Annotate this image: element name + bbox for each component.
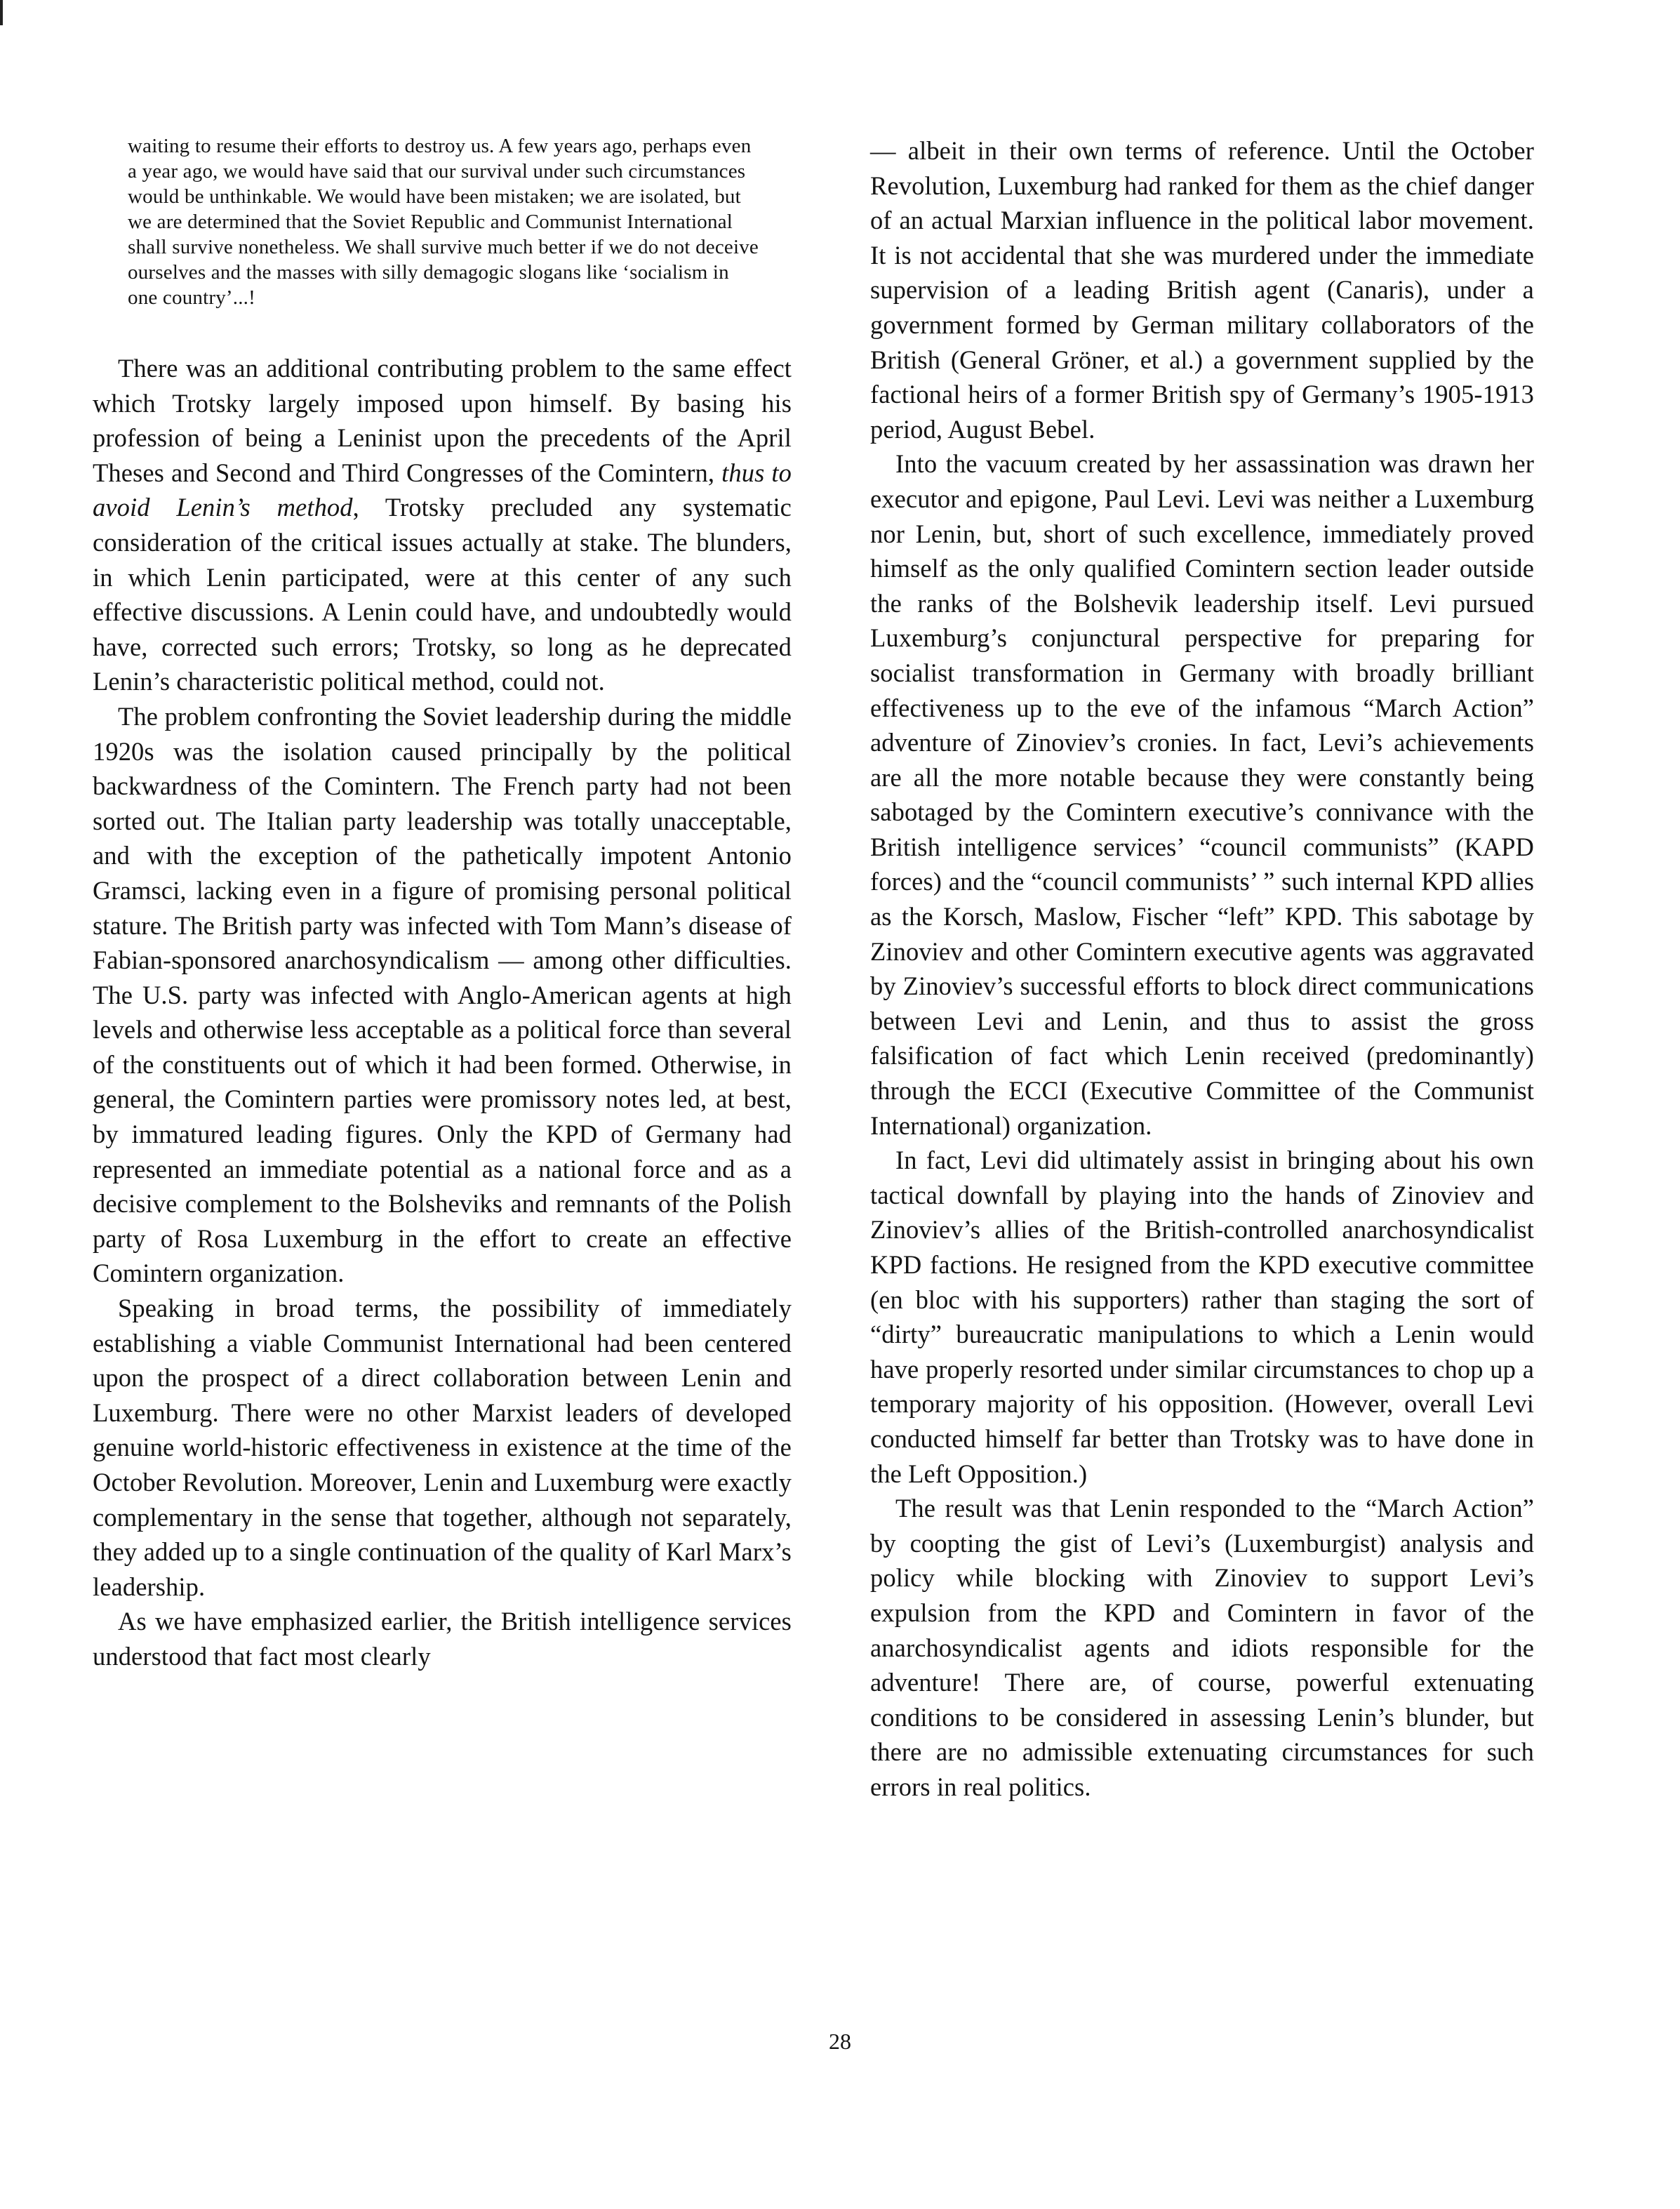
block-quote: waiting to resume their efforts to destroy us. A few years ago, perhaps even a year ago, we would have said that our survival under such circumstances would be unthinkable. We would have been mistaken; we are isolated, but we are determined that the Soviet Republic and Communist International shall survive nonetheless. We shall survive much better if we do not deceive ourselves and the masses with silly demagogic slogans like ‘socialism in one country’...! (128, 135, 759, 309)
paragraph-levi-downfall: In fact, Levi did ultimately assist in bringing about his own tactical downfall by playing into the hands of Zinoviev and Zinoviev’s allies of the British-controlled anarchosyndicalist KPD factions. He resigned from the KPD executive committee (en bloc with his supporters) rather than staging the sort of “dirty” bureaucratic manipulations to which a Lenin would have properly resorted under similar circumstances to chop up a temporary majority of his opposition. (However, overall Levi conducted himself far better than Trotsky was to have done in the Left Opposition.) (870, 1146, 1534, 1488)
paragraph-text: There was an additional contributing problem to the same effect which Trotsky largely imposed upon himself. By basing his profession of being a Leninist upon the precedents of the April Theses and Second and Third Congresses of the Comintern, (93, 354, 792, 487)
paragraph-continuation: — albeit in their own terms of reference. Until the October Revolution, Luxemburg had ranked for them as the chief danger of an actual Marxian influence in the political labor movement. It is not accidental that she was murdered under the immediate supervision of a leading British agent (Canaris), under a government formed by German military collaborators of the British (General Gröner, et al.) a government supplied by the factional heirs of a former British spy of Germany’s 1905-1913 period, August Bebel. (870, 136, 1534, 444)
paragraph-british-intelligence: As we have emphasized earlier, the British intelligence services understood that fact most clearly (93, 1607, 792, 1671)
left-column (93, 133, 792, 1674)
paragraph-text: , Trotsky precluded any systematic consideration of the critical issues actually at stake. The blunders, in which Lenin participated, were at this center of any such effective discussions. A Lenin could have, and undoubtedly would have, corrected such errors; Trotsky, so long as he deprecated Lenin’s characteristic political method, could not. (93, 493, 792, 696)
page-number: 28 (829, 2029, 851, 2054)
paragraph-paul-levi: Into the vacuum created by her assassination was drawn her executor and epigone, Paul Levi. Levi was neither a Luxemburg nor Lenin, but, short of such excellence, immediately proved himself as the only qualified Comintern section leader outside the ranks of the Bolshevik leadership itself. Levi pursued Luxemburg’s conjunctural perspective for preparing for socialist transformation in Germany with broadly brilliant effectiveness up to the eve of the infamous “March Action” adventure of Zinoviev’s cronies. In fact, Levi’s achievements are all the more notable because they were constantly being sabotaged by the Comintern executive’s connivance with the British intelligence services’ “council communists” (KAPD forces) and the “council communists’ ” such internal KPD allies as the Korsch, Maslow, Fischer “left” KPD. This sabotage by Zinoviev and other Comintern executive agents was aggravated by Zinoviev’s successful efforts to block direct communications between Levi and Lenin, and thus to assist the gross falsification of fact which Lenin received (predominantly) through the ECCI (Executive Committee of the Communist International) organization. (870, 449, 1534, 1140)
emphasis-text: thus to avoid Lenin’s method (93, 458, 792, 522)
paragraph-soviet-leadership: The problem confronting the Soviet leadership during the middle 1920s was the isolation caused principally by the political backwardness of the Comintern. The French party had not been sorted out. The Italian party leadership was totally unacceptable, and with the exception of the pathetically impotent Antonio Gramsci, lacking even in a figure of promising personal political stature. The British party was infected with Tom Mann’s disease of Fabian-sponsored anarchosyndicalism — among other difficulties. The U.S. party was infected with Anglo-American agents at high levels and otherwise less acceptable as a political force than several of the constituents out of which it had been formed. Otherwise, in general, the Comintern parties were promissory notes led, at best, by immatured leading figures. Only the KPD of Germany had represented an immediate potential as a national force and as a decisive complement to the Bolsheviks and remnants of the Polish party of Rosa Luxemburg in the effort to create an effective Comintern organization. (93, 701, 792, 1288)
paragraph-trotsky-problem (93, 351, 792, 699)
right-column (870, 133, 1534, 1805)
paragraph-march-action: The result was that Lenin responded to the “March Action” by coopting the gist of Levi’s (Luxemburgist) analysis and policy while blocking with Zinoviev to support Levi’s expulsion from the KPD and Comintern in favor of the anarchosyndicalist agents and idiots responsible for the adventure! There are, of course, powerful extenuating conditions to be considered in assessing Lenin’s blunder, but there are no admissible extenuating circumstances for such errors in real politics. (870, 1494, 1534, 1801)
scan-edge-mark (0, 0, 3, 25)
paragraph-broad-terms: Speaking in broad terms, the possibility of immediately establishing a viable Communist International had been centered upon the prospect of a direct collaboration between Lenin and Luxemburg. There were no other Marxist leaders of developed genuine world-historic effectiveness in existence at the time of the October Revolution. Moreover, Lenin and Luxemburg were exactly complementary in the sense that together, although not separately, they added up to a single continuation of the quality of Karl Marx’s leadership. (93, 1294, 792, 1601)
